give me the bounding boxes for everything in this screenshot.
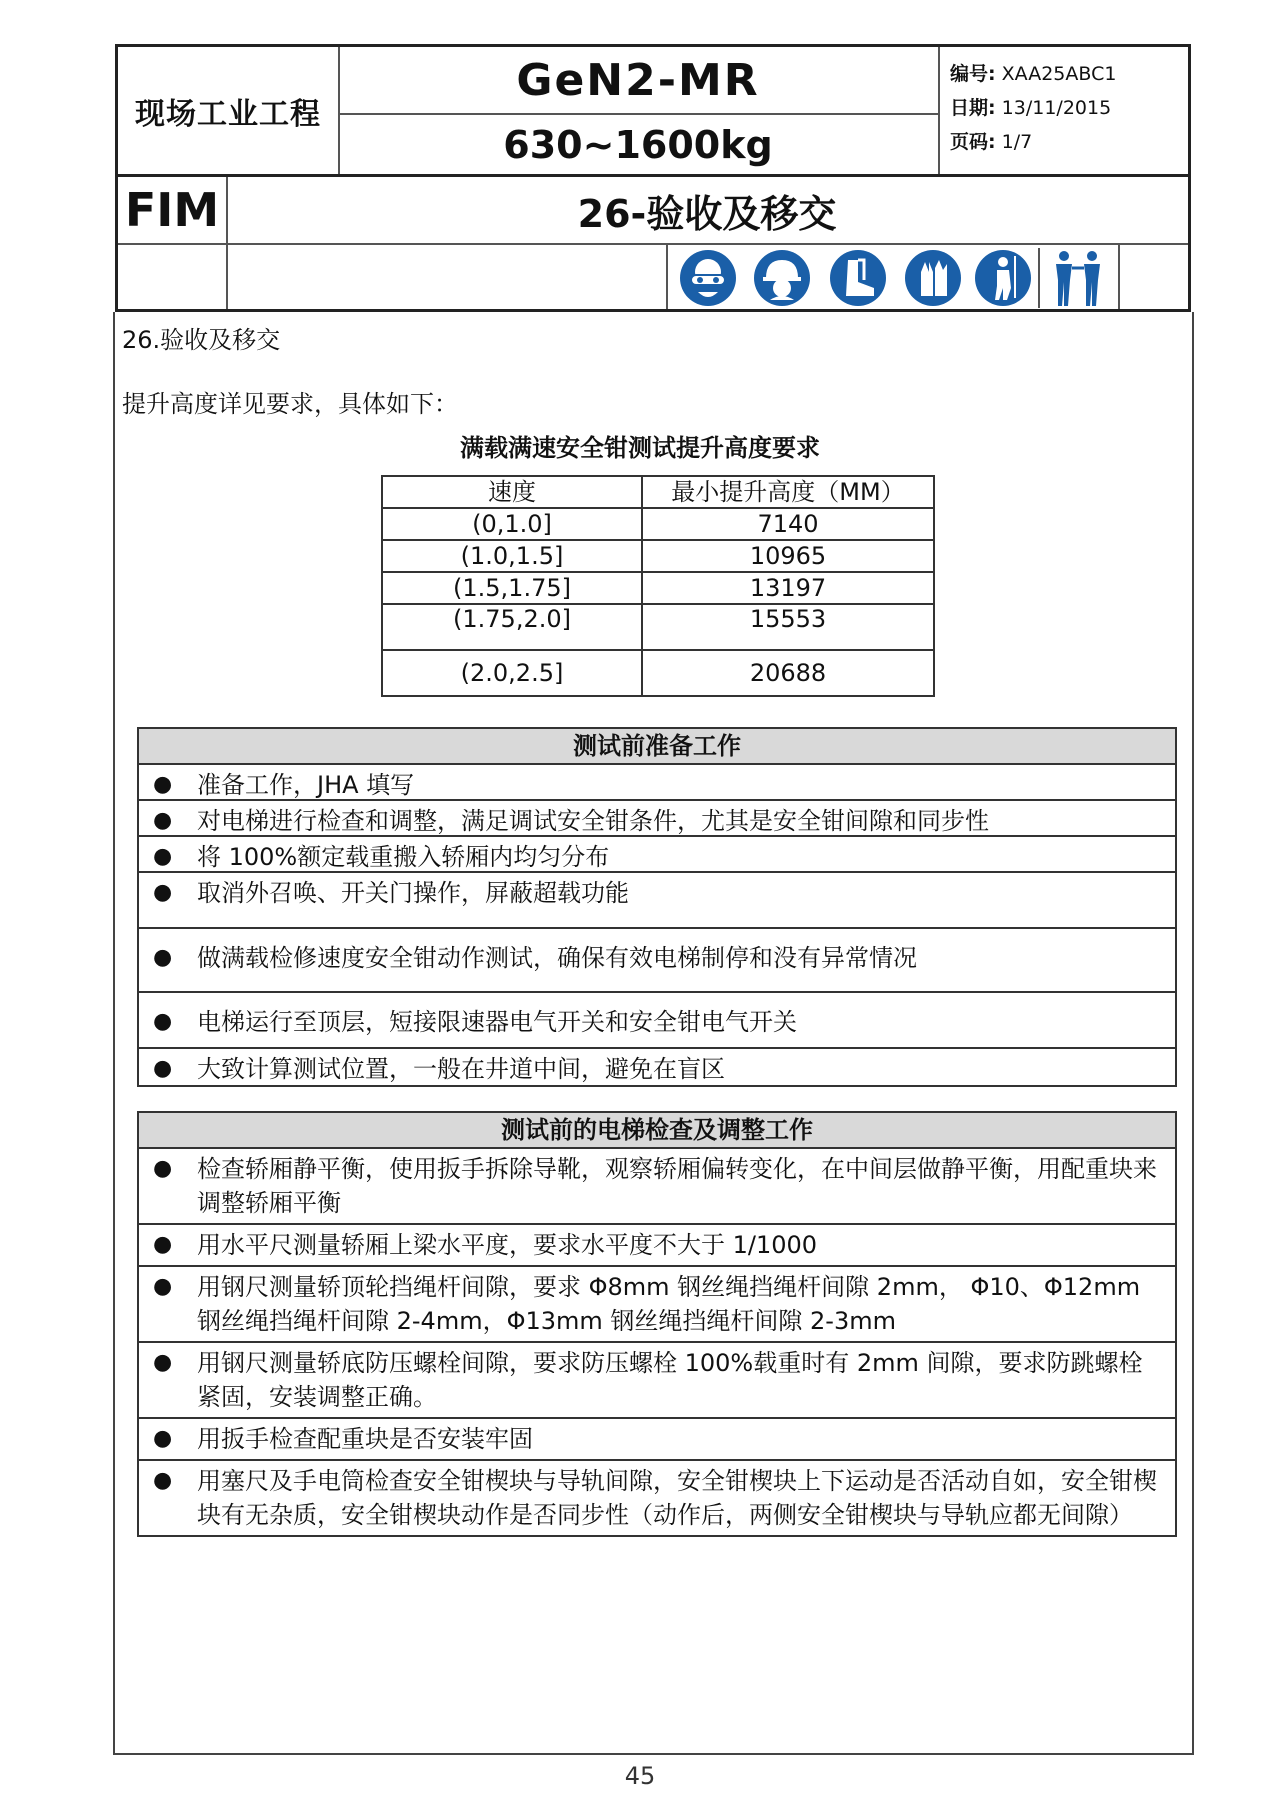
- bullet: ●: [153, 945, 173, 970]
- bullet: ●: [153, 1009, 173, 1034]
- bullet: ●: [153, 880, 173, 905]
- list-item: ● 用钢尺测量轿底防压螺栓间隙，要求防压螺栓 100%载重时有 2mm 间隙，要求防跳螺栓紧固，安装调整正确。: [139, 1343, 1175, 1419]
- list-item: ● 用钢尺测量轿顶轮挡绳杆间隙，要求 Φ8mm 钢丝绳挡绳杆间隙 2mm， Φ10、Φ12mm 钢丝绳挡绳杆间隙 2-4mm，Φ13mm 钢丝绳挡绳杆间隙 2-3mm: [139, 1267, 1175, 1343]
- checklist-title: 测试前的电梯检查及调整工作: [139, 1113, 1175, 1149]
- table-row: [382, 508, 934, 540]
- speed-cell: (1.5,1.75]: [382, 572, 642, 604]
- column-header-height: 最小提升高度（MM）: [642, 476, 934, 508]
- bullet: ●: [153, 772, 173, 797]
- document-meta: [940, 47, 1188, 174]
- two-workers-icon: [1038, 248, 1118, 308]
- model-block: [338, 47, 940, 174]
- height-cell: 20688: [642, 650, 934, 696]
- table-row: [382, 572, 934, 604]
- checklist-title: 测试前准备工作: [139, 729, 1175, 765]
- speed-cell: (1.75,2.0]: [382, 604, 642, 650]
- list-item: ● 取消外召唤、开关门操作，屏蔽超载功能: [139, 873, 1175, 929]
- bullet: ●: [153, 1056, 173, 1081]
- list-item: ● 用塞尺及手电筒检查安全钳楔块与导轨间隙，安全钳楔块上下运动是否活动自如，安全钳楔块有无杂质，安全钳楔块动作是否同步性（动作后，两侧安全钳楔块与导轨应都无间隙）: [139, 1461, 1175, 1535]
- empty-cell: [118, 245, 228, 309]
- list-item: ● 检查轿厢静平衡，使用扳手拆除导靴，观察轿厢偏转变化，在中间层做静平衡，用配重块来调整轿厢平衡: [139, 1149, 1175, 1225]
- helmet-icon: [752, 248, 812, 308]
- safety-boots-icon: [828, 248, 888, 308]
- doc-type-label: FIM: [118, 177, 228, 243]
- bullet: ●: [153, 1350, 173, 1375]
- intro-text: 提升高度详见要求，具体如下：: [122, 390, 458, 418]
- bullet: ●: [153, 1468, 173, 1493]
- table-row: [382, 540, 934, 572]
- inspection-checklist: [137, 1111, 1177, 1537]
- meta-page: 页码: 1/7: [950, 131, 1033, 153]
- list-item: ● 准备工作，JHA 填写: [139, 765, 1175, 801]
- header-row-top: [118, 47, 1188, 177]
- table-row: [382, 650, 934, 696]
- list-item: ● 对电梯进行检查和调整，满足调试安全钳条件，尤其是安全钳间隙和同步性: [139, 801, 1175, 837]
- height-cell: 15553: [642, 604, 934, 650]
- height-cell: 10965: [642, 540, 934, 572]
- table-caption: 满载满速安全钳测试提升高度要求: [460, 434, 820, 462]
- capacity-range: 630~1600kg: [503, 123, 773, 167]
- section-heading: 26.验收及移交: [122, 326, 281, 354]
- lift-height-table: [381, 475, 935, 697]
- bullet: ●: [153, 808, 173, 833]
- page-title: 26-验收及移交: [577, 191, 837, 236]
- list-item: ● 用扳手检查配重块是否安装牢固: [139, 1419, 1175, 1461]
- harness-icon: [973, 248, 1033, 308]
- height-cell: 7140: [642, 508, 934, 540]
- list-item: ● 做满载检修速度安全钳动作测试，确保有效电梯制停和没有异常情况: [139, 929, 1175, 993]
- meta-doc-number: 编号: XAA25ABC1: [950, 63, 1117, 85]
- header-row-title: [118, 177, 1188, 245]
- goggles-icon: [678, 248, 738, 308]
- prep-checklist: [137, 727, 1177, 1087]
- empty-cell: [226, 245, 668, 309]
- table-header-row: [382, 476, 934, 508]
- list-item: ● 用水平尺测量轿厢上梁水平度，要求水平度不大于 1/1000: [139, 1225, 1175, 1267]
- document-header: [115, 44, 1191, 312]
- header-row-ppe: [118, 245, 1188, 309]
- company-name: 现场工业工程: [118, 47, 340, 174]
- bullet: ●: [153, 844, 173, 869]
- meta-date: 日期: 13/11/2015: [950, 97, 1112, 119]
- bullet: ●: [153, 1156, 173, 1181]
- table-row: [382, 604, 934, 650]
- list-item: ● 电梯运行至顶层，短接限速器电气开关和安全钳电气开关: [139, 993, 1175, 1049]
- divider: [1118, 245, 1120, 309]
- speed-cell: (2.0,2.5]: [382, 650, 642, 696]
- speed-cell: (1.0,1.5]: [382, 540, 642, 572]
- model-name: GeN2-MR: [338, 47, 938, 115]
- bullet: ●: [153, 1426, 173, 1451]
- speed-cell: (0,1.0]: [382, 508, 642, 540]
- bullet: ●: [153, 1274, 173, 1299]
- gloves-icon: [903, 248, 963, 308]
- height-cell: 13197: [642, 572, 934, 604]
- column-header-speed: 速度: [382, 476, 642, 508]
- page-number: 45: [624, 1762, 656, 1790]
- bullet: ●: [153, 1232, 173, 1257]
- list-item: ● 大致计算测试位置，一般在井道中间，避免在盲区: [139, 1049, 1175, 1085]
- list-item: ● 将 100%额定载重搬入轿厢内均匀分布: [139, 837, 1175, 873]
